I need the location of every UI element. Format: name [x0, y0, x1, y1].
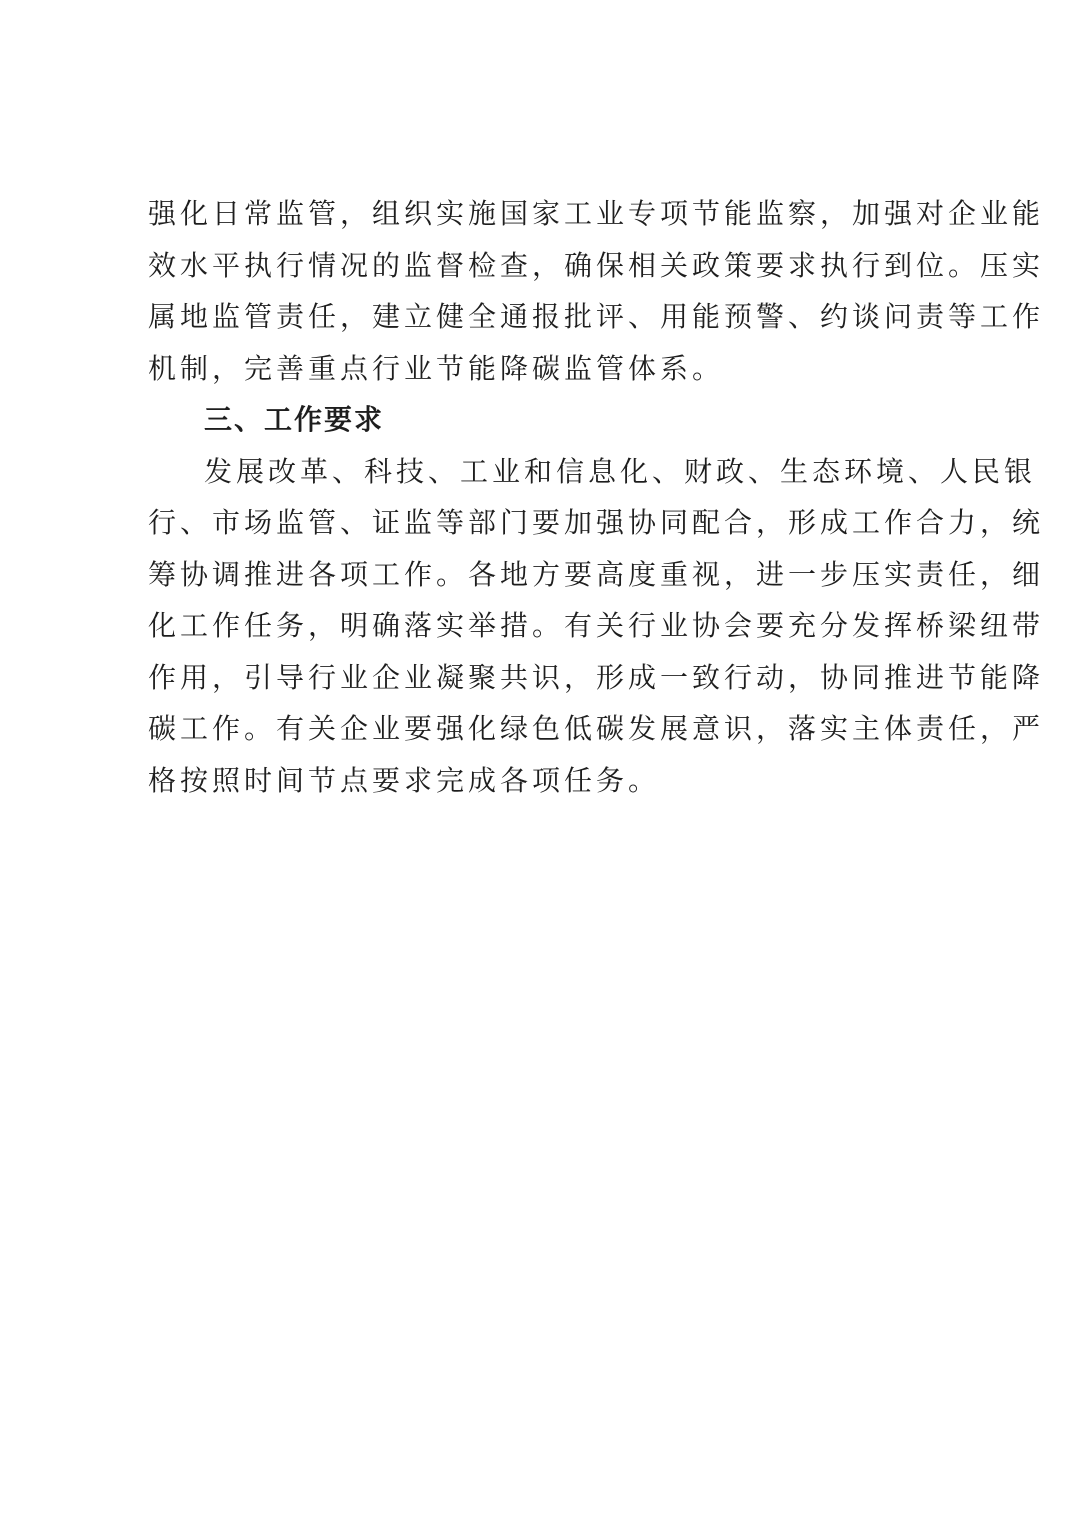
- paragraph-line: 行、市场监管、证监等部门要加强协同配合，形成工作合力，统: [148, 506, 1045, 539]
- paragraph-line: 筹协调推进各项工作。各地方要高度重视，进一步压实责任，细: [148, 557, 1045, 591]
- section-heading: 三、工作要求: [204, 403, 385, 436]
- paragraph-line: 发展改革、科技、工业和信息化、财政、生态环境、人民银: [204, 454, 1037, 488]
- paragraph-work-requirements: [148, 446, 1045, 807]
- paragraph-supervision: [148, 188, 1045, 394]
- paragraph-line: 效水平执行情况的监督检查，确保相关政策要求执行到位。压实: [148, 248, 1045, 282]
- paragraph-line: 作用，引导行业企业凝聚共识，形成一致行动，协同推进节能降: [148, 660, 1045, 694]
- paragraph-line: 碳工作。有关企业要强化绿色低碳发展意识，落实主体责任，严: [148, 712, 1045, 745]
- paragraph-line: 机制，完善重点行业节能降碳监管体系。: [148, 351, 725, 385]
- paragraph-line: 属地监管责任，建立健全通报批评、用能预警、约谈问责等工作: [148, 300, 1045, 333]
- paragraph-line: 化工作任务，明确落实举措。有关行业协会要充分发挥桥梁纽带: [148, 609, 1045, 642]
- paragraph-line: 强化日常监管，组织实施国家工业专项节能监察，加强对企业能: [148, 197, 1045, 230]
- paragraph-line: 格按照时间节点要求完成各项任务。: [148, 763, 661, 797]
- document-body: [148, 188, 1045, 806]
